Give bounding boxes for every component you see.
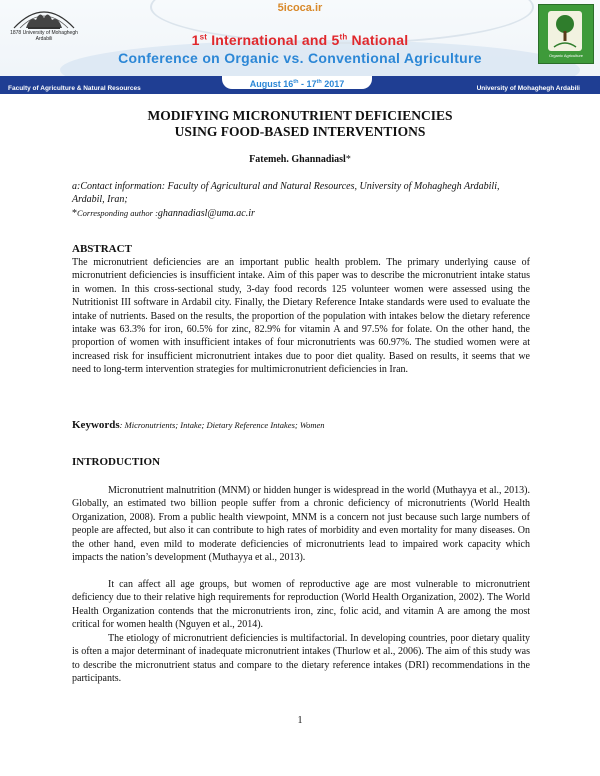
conference-title-line2: Conference on Organic vs. Conventional Agriculture [118, 50, 482, 66]
conference-title-end: National [347, 32, 409, 48]
paper-title-line2: USING FOOD-BASED INTERVENTIONS [174, 124, 426, 139]
conference-ordinal-2: 5 [331, 32, 340, 48]
keywords [72, 419, 530, 431]
introduction-heading: INTRODUCTION [72, 456, 161, 468]
date-separator: - 17 [298, 79, 317, 89]
corr-email: ghannadiasl@uma.ac.ir [157, 208, 255, 219]
author-name [0, 154, 600, 165]
corresponding-author [72, 207, 532, 220]
site-url: 5icoca.ir [277, 2, 323, 14]
conference-ordinal-1: 1 [191, 32, 200, 48]
corr-mark: * [72, 208, 77, 219]
conference-date [222, 76, 372, 89]
organic-agriculture-logo [538, 4, 594, 64]
university-logo-caption: 1878 University of Mohaghegh Ardabili [10, 30, 78, 42]
conference-ordinal-2-suffix: th [339, 32, 348, 42]
keywords-list: : Micronutrients; Intake; Dietary Reference Intakes; Women [119, 420, 325, 430]
date-start: August 16 [249, 79, 294, 89]
faculty-label: Faculty of Agriculture & Natural Resources [8, 85, 141, 92]
author-mark: * [345, 154, 351, 165]
author-text: Fatemeh. Ghannadiasl [249, 154, 346, 165]
paper-title-line1: MODIFYING MICRONUTRIENT DEFICIENCIES [147, 108, 453, 123]
university-label: University of Mohaghegh Ardabili [476, 85, 580, 92]
abstract-text: The micronutrient deficiencies are an important public health problem. The primary underlying cause of micronutrient deficiencies is insufficient intake. Aim of this paper was to describe the micronutrient intake status in women. In this cross-sectional study, 3-day food records 125 volunteer women were assessed using the Nutritionist III software in Ardabil city. Finally, the Dietary Reference Intake standards were used to evaluate the intake of nutrients. Based on the results, the proportion of the population with intakes below the dietary reference intake was 63.3% for iron, 60.5% for zinc, 82.9% for vitamin A and 97.5% for folate. On the other hand, the proportion of women with insufficient intakes of four micronutrients was 60.97%. The studied women were at increased risk for insufficient micronutrient intakes due to poor diet quality. Based on results, it seems that we need to long-term intervention strategies for multimicronutrient deficiencies in Iran. [72, 257, 530, 376]
date-year: 2017 [321, 79, 345, 89]
logo-emblem [548, 11, 582, 51]
affiliation: a:Contact information: Faculty of Agricultural and Natural Resources, University of Mohaghegh Ardabili, Ardabil, Iran; [72, 181, 500, 205]
conference-title-line1 [0, 32, 600, 48]
tree-icon [548, 11, 582, 51]
paper-title [0, 108, 600, 140]
right-logo-caption: Organic Agriculture [548, 53, 583, 58]
date-start-suffix: th [293, 79, 299, 85]
conference-ordinal-1-suffix: st [199, 32, 208, 42]
date-end-suffix: th [316, 79, 322, 85]
corr-label: Corresponding author : [77, 208, 158, 218]
conference-title-mid: International and [207, 32, 332, 48]
page-number: 1 [297, 715, 303, 726]
intro-paragraph-3: The etiology of micronutrient deficiencies is multifactorial. In developing countries, poor dietary quality is often a major determinant of inadequate micronutrient intakes (Thurlow et al., 2006). The aim of this study was to describe the micronutrient status and compare to the dietary reference intakes (DRI) recommendations in the participants. [72, 633, 530, 685]
intro-paragraph-2: It can affect all age groups, but women of reproductive age are most vulnerable to micronutrient deficiency due to their relative high requirements for reproduction (World Health Organization, 2002). The World Health Organization contends that the micronutrients iron, zinc, folic acid, and vitamin A are among the most critical for women health (Nguyen et al., 2014). [72, 579, 530, 631]
abstract-heading: ABSTRACT [72, 243, 132, 255]
keywords-label: Keywords [72, 419, 120, 431]
intro-paragraph-1: Micronutrient malnutrition (MNM) or hidden hunger is widespread in the world (Muthayya et al., 2013). Globally, an estimated two billion people suffer from a chronic deficiency of micronutrients (World Health Organization, 2008). From a public health viewpoint, MNM is a concern not just because such large numbers of people are affected, but also it can contribute to high rates of morbidity and even mortality for many diseases. On the other hand, even mild to moderate deficiencies of micronutrients lead to impaired work capacity which impacts the nation’s development (Muthayya et al., 2013). [72, 485, 530, 564]
